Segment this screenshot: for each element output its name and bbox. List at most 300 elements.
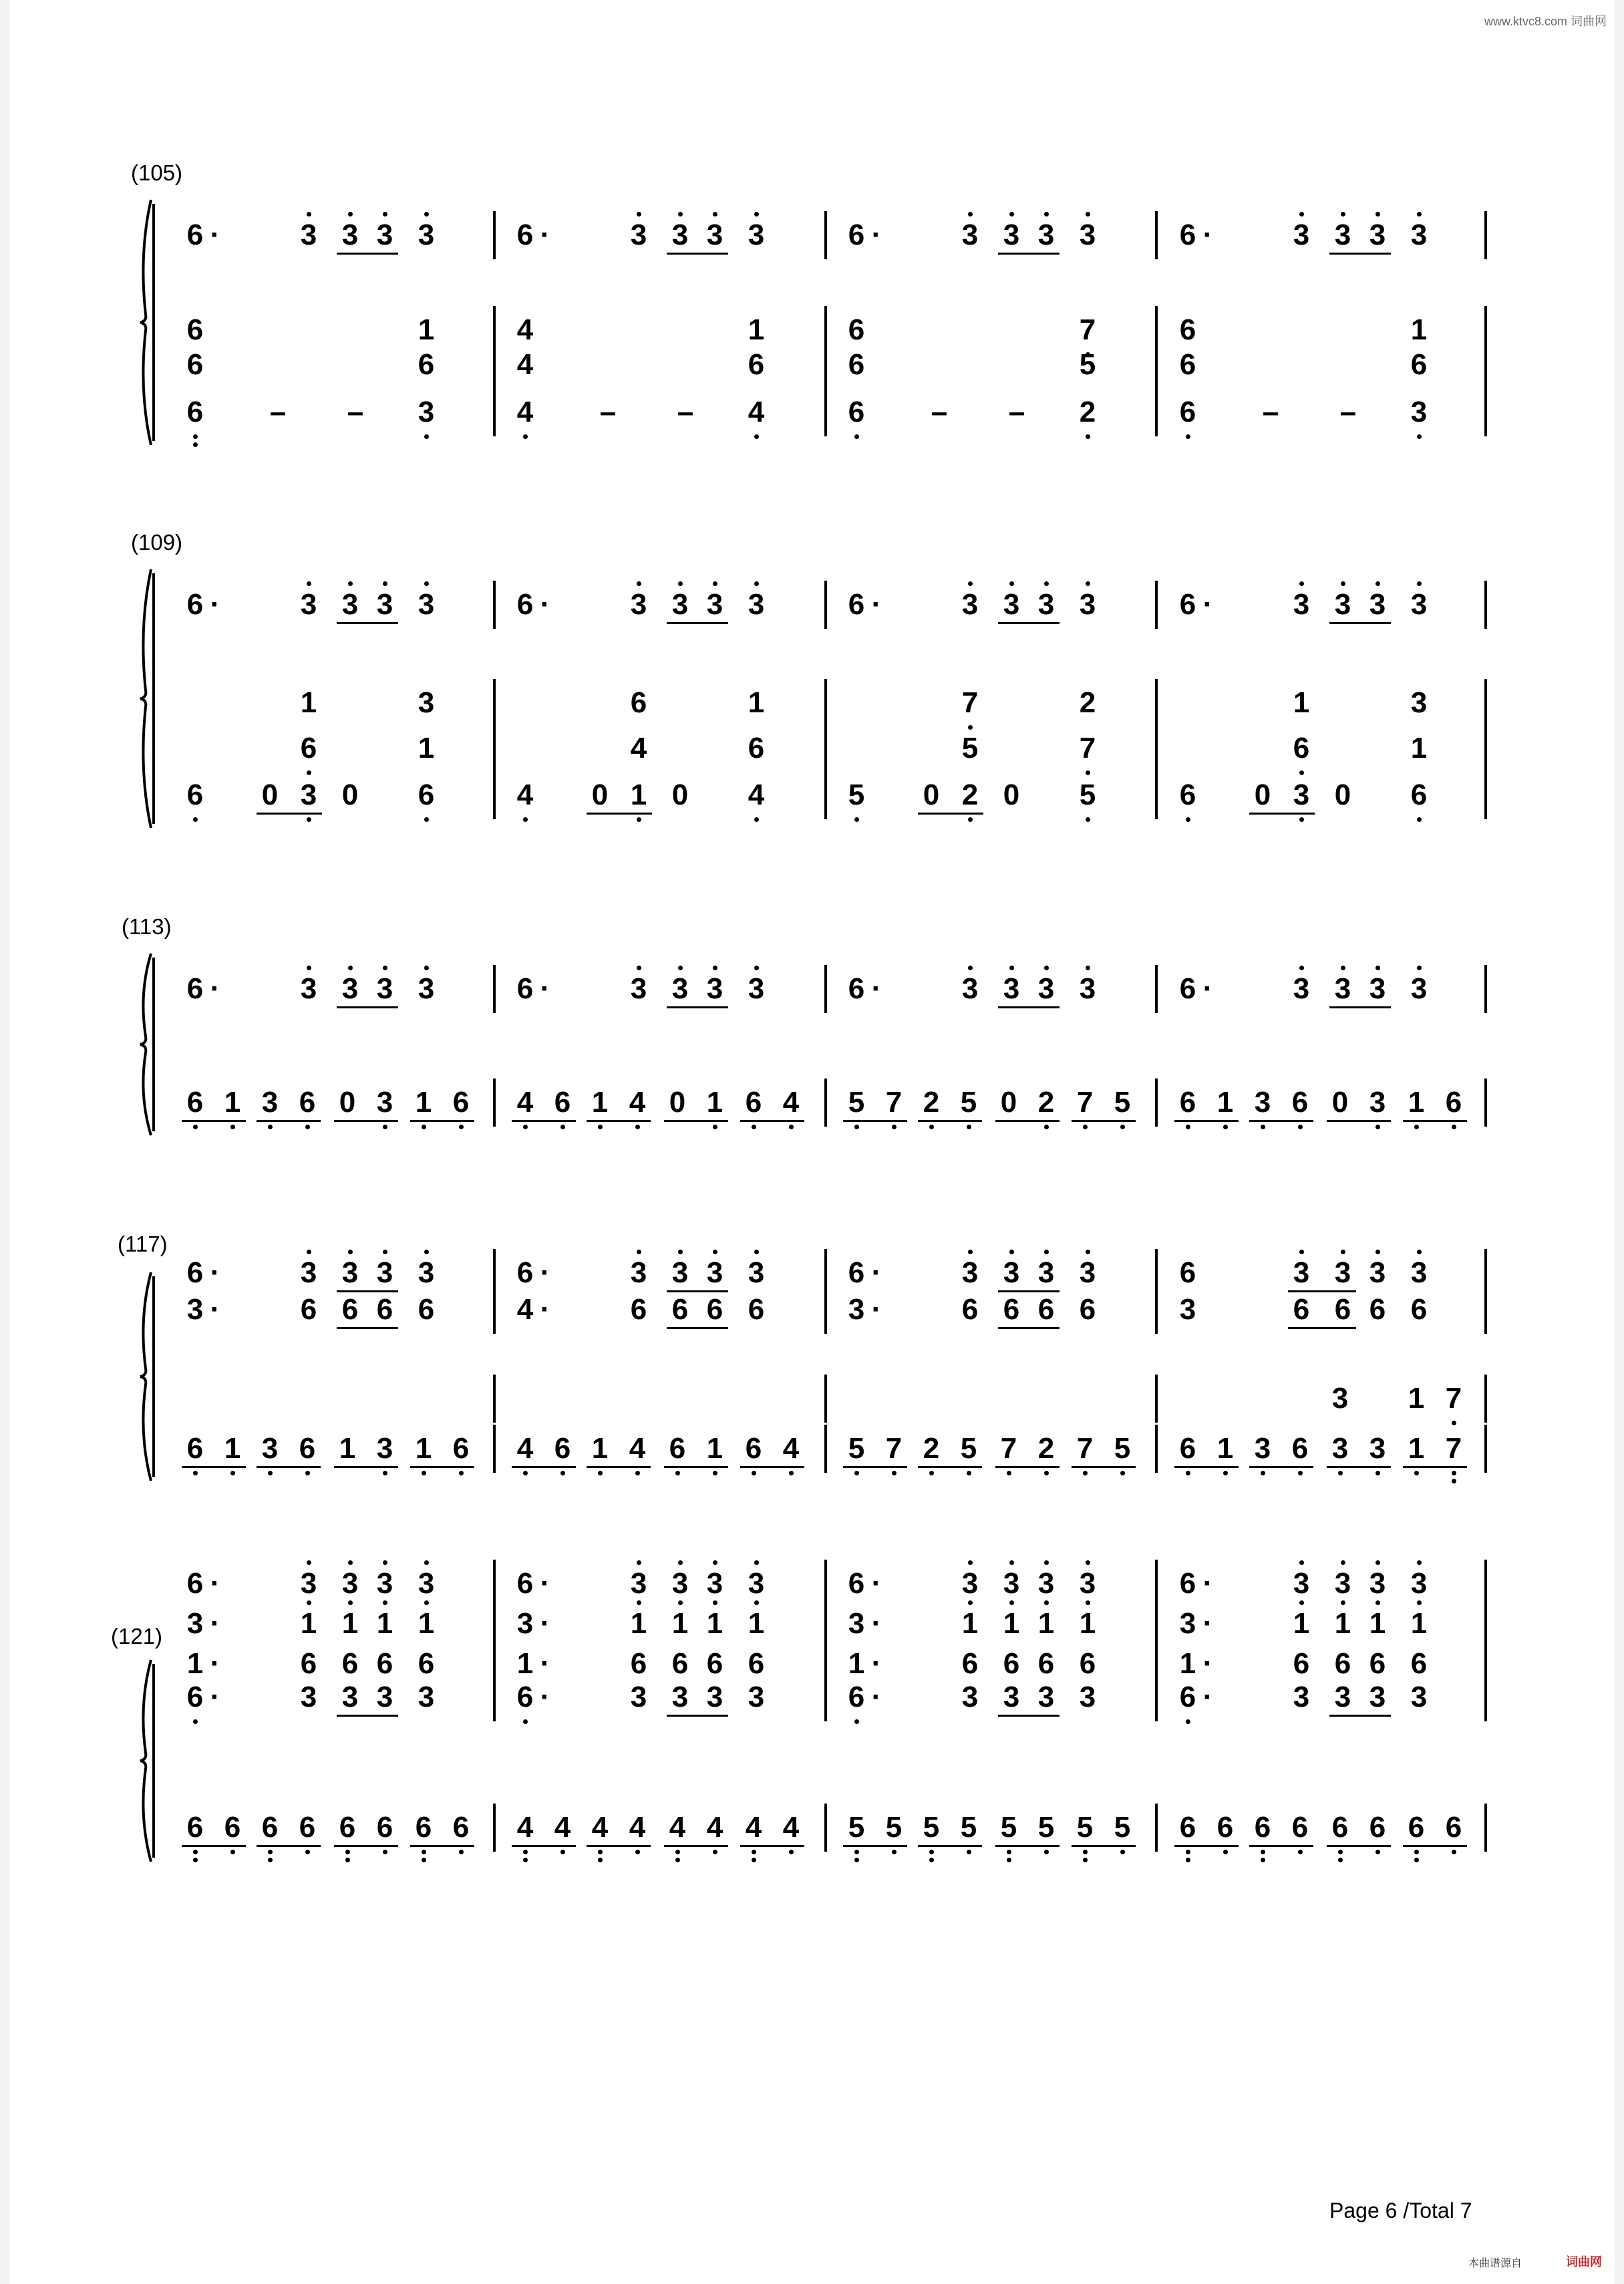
underline <box>995 1466 1060 1468</box>
bar-line <box>1484 211 1487 259</box>
bar-line <box>493 679 496 727</box>
octave-low-dot <box>1083 1471 1088 1475</box>
octave-low-dot <box>929 1858 934 1862</box>
octave-high-dot <box>1341 1250 1345 1254</box>
octave-high-dot <box>754 966 759 970</box>
note: 5 <box>961 732 979 764</box>
underline <box>740 1845 804 1847</box>
octave-high-dot <box>637 1600 641 1605</box>
note: 3 <box>1037 588 1055 621</box>
augmentation-dot: · <box>871 1567 882 1600</box>
note: 3 <box>1003 1567 1020 1600</box>
octave-low-dot <box>1375 1850 1380 1854</box>
note: 6 <box>1334 1647 1351 1680</box>
octave-high-dot <box>678 1600 683 1605</box>
octave-low-dot <box>305 1850 310 1854</box>
note: 3 <box>1079 1567 1096 1600</box>
augmentation-dot: · <box>871 1293 882 1326</box>
bar-line <box>824 341 827 389</box>
note: 5 <box>1076 1811 1094 1844</box>
underline <box>998 1327 1060 1329</box>
note: 1 <box>961 1607 979 1640</box>
underline <box>667 1290 728 1292</box>
note: 3 <box>671 1256 689 1289</box>
bar-line <box>1155 341 1158 389</box>
augmentation-dot: · <box>540 1293 550 1326</box>
underline <box>337 253 398 255</box>
note: 3 <box>1079 1681 1096 1713</box>
octave-low-dot <box>1007 1850 1011 1854</box>
underline <box>1249 813 1315 815</box>
note: 6 <box>630 1647 647 1680</box>
note: 6 <box>1179 1086 1196 1119</box>
note: 3 <box>341 972 359 1005</box>
note: 6 <box>554 1086 571 1119</box>
octave-low-dot <box>268 1858 273 1862</box>
note: 4 <box>782 1086 800 1119</box>
note: 3 <box>1293 778 1310 811</box>
octave-low-dot <box>752 1858 756 1862</box>
note: 1 <box>1003 1607 1020 1640</box>
octave-low-dot <box>268 1471 273 1475</box>
octave-high-dot <box>1044 581 1049 586</box>
underline <box>1174 1466 1239 1468</box>
underline <box>1288 1290 1356 1292</box>
note: 3 <box>1334 1567 1351 1600</box>
octave-high-dot <box>348 1560 353 1565</box>
note: 1 <box>224 1086 241 1119</box>
note: 1 <box>224 1432 241 1465</box>
octave-high-dot <box>1299 212 1304 217</box>
bar-line <box>493 1804 496 1852</box>
octave-low-dot <box>193 1719 198 1724</box>
note: 3 <box>376 1256 393 1289</box>
octave-high-dot <box>1341 966 1345 970</box>
octave-low-dot <box>854 1850 859 1854</box>
note: 1 <box>1334 1607 1351 1640</box>
note: 4 <box>516 348 534 381</box>
underline <box>334 1845 398 1847</box>
note: 6 <box>1410 778 1428 811</box>
octave-high-dot <box>1044 1600 1049 1605</box>
bar-line <box>1484 679 1487 727</box>
octave-high-dot <box>1341 212 1345 217</box>
note: 3 <box>300 588 317 621</box>
note: 6 <box>1331 1811 1349 1844</box>
note: 6 <box>1293 732 1310 764</box>
bar-line <box>824 724 827 772</box>
underline <box>1329 1715 1391 1717</box>
octave-low-dot <box>1452 1479 1456 1483</box>
note: 6 <box>848 348 865 381</box>
octave-low-dot <box>967 1850 971 1854</box>
note: 1 <box>1216 1432 1234 1465</box>
bar-line <box>1484 771 1487 819</box>
octave-high-dot <box>754 212 759 217</box>
octave-low-dot <box>422 1471 426 1475</box>
note: 1 <box>591 1086 609 1119</box>
octave-low-dot <box>752 1471 756 1475</box>
note: 6 <box>376 1811 393 1844</box>
note: 4 <box>516 1293 534 1326</box>
note: 2 <box>1037 1086 1055 1119</box>
note: 6 <box>452 1811 470 1844</box>
note: 1 <box>1410 732 1428 764</box>
note: 6 <box>745 1432 762 1465</box>
note: 6 <box>452 1086 470 1119</box>
note: 6 <box>300 732 317 764</box>
octave-low-dot <box>193 1125 198 1129</box>
dash: – <box>1008 396 1025 428</box>
bar-line <box>824 211 827 259</box>
note: 6 <box>339 1811 356 1844</box>
bar-line <box>1155 1079 1158 1127</box>
note: 3 <box>630 1567 647 1600</box>
note: 4 <box>748 778 765 811</box>
note: 3 <box>1331 1432 1349 1465</box>
note: 0 <box>591 778 609 811</box>
augmentation-dot: · <box>871 1647 882 1680</box>
octave-low-dot <box>1007 1858 1011 1862</box>
note: 3 <box>748 1567 765 1600</box>
octave-low-dot <box>1186 1858 1190 1862</box>
octave-high-dot <box>424 966 429 970</box>
underline <box>257 813 322 815</box>
note: 3 <box>1179 1607 1196 1640</box>
note: 3 <box>1369 1086 1386 1119</box>
note: 3 <box>1410 588 1428 621</box>
underline <box>257 1466 321 1468</box>
note: 6 <box>186 1811 204 1844</box>
note: 3 <box>1410 1681 1428 1713</box>
augmentation-dot: · <box>1202 1567 1213 1600</box>
bar-line <box>1155 1804 1158 1852</box>
octave-low-dot <box>598 1858 603 1862</box>
octave-high-dot <box>424 1560 429 1565</box>
note: 5 <box>848 1086 865 1119</box>
octave-high-dot <box>348 966 353 970</box>
note: 6 <box>1179 778 1196 811</box>
underline <box>1329 253 1391 255</box>
underline <box>587 1845 651 1847</box>
note: 3 <box>516 1607 534 1640</box>
note: 7 <box>961 686 979 719</box>
bar-line <box>824 965 827 1013</box>
octave-low-dot <box>1186 434 1190 439</box>
note: 3 <box>1293 1256 1310 1289</box>
octave-high-dot <box>383 1250 387 1254</box>
augmentation-dot: · <box>1202 1647 1213 1680</box>
note: 3 <box>1037 1567 1055 1600</box>
bar-line <box>1484 724 1487 772</box>
note: 4 <box>782 1811 800 1844</box>
octave-low-dot <box>967 1471 971 1475</box>
dash: – <box>599 396 617 428</box>
octave-low-dot <box>1044 1850 1049 1854</box>
system-number: (121) <box>111 1624 163 1649</box>
bar-line <box>493 581 496 629</box>
note: 6 <box>748 348 765 381</box>
page-right-edge <box>1615 0 1624 2284</box>
octave-low-dot <box>598 1471 603 1475</box>
bar-line <box>1155 211 1158 259</box>
note: 6 <box>1291 1432 1309 1465</box>
octave-high-dot <box>1086 1250 1090 1254</box>
octave-low-dot <box>675 1850 680 1854</box>
note: 6 <box>1179 972 1196 1005</box>
octave-low-dot <box>523 1471 528 1475</box>
note: 6 <box>848 972 865 1005</box>
note: 4 <box>516 778 534 811</box>
underline <box>1403 1466 1467 1468</box>
augmentation-dot: · <box>1202 1681 1213 1713</box>
bar-line <box>493 1286 496 1334</box>
octave-high-dot <box>713 581 717 586</box>
note: 3 <box>1334 1681 1351 1713</box>
octave-low-dot <box>193 1858 198 1862</box>
note: 3 <box>418 1256 435 1289</box>
note: 3 <box>671 1567 689 1600</box>
octave-high-dot <box>678 581 683 586</box>
note: 1 <box>630 778 647 811</box>
bar-line <box>1155 1286 1158 1334</box>
note: 6 <box>706 1647 723 1680</box>
note: 3 <box>671 1681 689 1713</box>
octave-high-dot <box>678 1560 683 1565</box>
note: 6 <box>299 1432 316 1465</box>
octave-high-dot <box>754 581 759 586</box>
octave-low-dot <box>1414 1850 1419 1854</box>
octave-low-dot <box>1120 1125 1125 1129</box>
octave-high-dot <box>1086 1560 1090 1565</box>
octave-low-dot <box>1261 1850 1265 1854</box>
octave-low-dot <box>268 1125 273 1129</box>
octave-low-dot <box>459 1471 464 1475</box>
note: 5 <box>1037 1811 1055 1844</box>
octave-high-dot <box>678 1250 683 1254</box>
bar-line <box>1155 724 1158 772</box>
octave-low-dot <box>523 1850 528 1854</box>
octave-high-dot <box>1044 966 1049 970</box>
note: 1 <box>300 1607 317 1640</box>
octave-high-dot <box>307 1560 311 1565</box>
note: 3 <box>376 1681 393 1713</box>
bar-line <box>493 388 496 436</box>
note: 6 <box>1037 1647 1055 1680</box>
octave-low-dot <box>789 1125 794 1129</box>
octave-high-dot <box>1009 1560 1014 1565</box>
underline <box>257 1120 321 1122</box>
augmentation-dot: · <box>540 1647 550 1680</box>
octave-high-dot <box>968 966 973 970</box>
note: 6 <box>1216 1811 1234 1844</box>
octave-low-dot <box>307 770 311 775</box>
note: 3 <box>1254 1086 1271 1119</box>
note: 6 <box>848 396 865 428</box>
octave-high-dot <box>968 581 973 586</box>
underline <box>667 1715 728 1717</box>
augmentation-dot: · <box>540 1256 550 1289</box>
octave-low-dot <box>752 1850 756 1854</box>
octave-low-dot <box>1186 1850 1190 1854</box>
bar-line <box>1484 1375 1487 1423</box>
octave-high-dot <box>1341 581 1345 586</box>
note: 3 <box>341 1681 359 1713</box>
octave-low-dot <box>1298 1125 1303 1129</box>
note: 4 <box>782 1432 800 1465</box>
note: 6 <box>1179 313 1196 346</box>
underline <box>998 622 1060 624</box>
note: 3 <box>1293 588 1310 621</box>
note: 3 <box>748 219 765 251</box>
augmentation-dot: · <box>210 219 220 251</box>
octave-low-dot <box>230 1125 235 1129</box>
octave-low-dot <box>523 434 528 439</box>
octave-low-dot <box>675 1471 680 1475</box>
octave-low-dot <box>459 1850 464 1854</box>
octave-low-dot <box>1375 1125 1380 1129</box>
octave-low-dot <box>307 817 311 822</box>
note: 3 <box>748 1681 765 1713</box>
octave-high-dot <box>754 1560 759 1565</box>
note: 5 <box>885 1811 903 1844</box>
note: 1 <box>418 313 435 346</box>
note: 1 <box>415 1432 432 1465</box>
octave-low-dot <box>789 1850 794 1854</box>
note: 6 <box>186 313 204 346</box>
octave-low-dot <box>1338 1858 1343 1862</box>
octave-high-dot <box>383 966 387 970</box>
note: 3 <box>706 972 723 1005</box>
page-left-edge <box>0 0 9 2284</box>
octave-low-dot <box>523 1858 528 1862</box>
note: 1 <box>339 1432 356 1465</box>
note: 2 <box>961 778 979 811</box>
octave-high-dot <box>637 581 641 586</box>
note: 3 <box>261 1432 279 1465</box>
octave-high-dot <box>1086 581 1090 586</box>
note: 3 <box>376 1567 393 1600</box>
octave-high-dot <box>383 1560 387 1565</box>
underline <box>667 253 728 255</box>
underline <box>1329 1006 1391 1008</box>
underline <box>667 1006 728 1008</box>
octave-high-dot <box>1044 1560 1049 1565</box>
octave-low-dot <box>1298 1850 1303 1854</box>
note: 4 <box>745 1811 762 1844</box>
note: 1 <box>671 1607 689 1640</box>
octave-low-dot <box>892 1471 897 1475</box>
octave-low-dot <box>598 1125 603 1129</box>
note: 0 <box>1334 778 1351 811</box>
note: 3 <box>1369 972 1386 1005</box>
octave-high-dot <box>424 212 429 217</box>
octave-high-dot <box>754 1600 759 1605</box>
note: 3 <box>630 219 647 251</box>
octave-low-dot <box>892 1850 897 1854</box>
underline <box>182 1120 246 1122</box>
octave-high-dot <box>348 581 353 586</box>
system-start-bar <box>152 958 155 1131</box>
octave-low-dot <box>1186 1719 1190 1724</box>
note: 6 <box>1369 1293 1386 1326</box>
underline <box>998 1715 1060 1717</box>
bar-line <box>1155 1425 1158 1473</box>
octave-low-dot <box>1086 434 1090 439</box>
bar-line <box>824 1425 827 1473</box>
octave-low-dot <box>1261 1471 1265 1475</box>
octave-high-dot <box>1375 1250 1380 1254</box>
note: 1 <box>341 1607 359 1640</box>
octave-low-dot <box>1261 1125 1265 1129</box>
underline <box>667 622 728 624</box>
augmentation-dot: · <box>210 972 220 1005</box>
underline <box>410 1120 474 1122</box>
note: 6 <box>516 588 534 621</box>
bar-line <box>493 1079 496 1127</box>
octave-low-dot <box>1452 1421 1456 1425</box>
note: 2 <box>923 1086 940 1119</box>
note: 6 <box>418 1293 435 1326</box>
note: 3 <box>1293 972 1310 1005</box>
note: 3 <box>341 219 359 251</box>
note: 6 <box>452 1432 470 1465</box>
note: 0 <box>1254 778 1271 811</box>
underline <box>587 1120 651 1122</box>
augmentation-dot: · <box>1202 588 1213 621</box>
note: 3 <box>630 1256 647 1289</box>
note: 3 <box>418 686 435 719</box>
octave-low-dot <box>1299 770 1304 775</box>
note: 4 <box>629 1086 646 1119</box>
underline <box>843 1845 907 1847</box>
underline <box>410 1845 474 1847</box>
bar-line <box>1155 965 1158 1013</box>
note: 6 <box>376 1647 393 1680</box>
octave-low-dot <box>193 817 198 822</box>
underline <box>337 622 398 624</box>
octave-high-dot <box>1299 581 1304 586</box>
octave-high-dot <box>307 1250 311 1254</box>
note: 3 <box>748 588 765 621</box>
underline <box>1174 1845 1239 1847</box>
footer-logo: 词曲网 <box>1566 2255 1602 2269</box>
note: 3 <box>1334 219 1351 251</box>
note: 4 <box>629 1811 646 1844</box>
octave-low-dot <box>345 1850 350 1854</box>
octave-low-dot <box>1083 1850 1088 1854</box>
underline <box>410 1466 474 1468</box>
octave-high-dot <box>678 966 683 970</box>
note: 7 <box>1076 1086 1094 1119</box>
octave-low-dot <box>854 1471 859 1475</box>
note: 3 <box>961 1256 979 1289</box>
note: 3 <box>418 1567 435 1600</box>
note: 1 <box>591 1432 609 1465</box>
octave-low-dot <box>305 1125 310 1129</box>
underline <box>740 1120 804 1122</box>
underline <box>337 1290 398 1292</box>
note: 6 <box>300 1293 317 1326</box>
octave-low-dot <box>422 1858 426 1862</box>
note: 3 <box>376 219 393 251</box>
octave-low-dot <box>424 817 429 822</box>
octave-low-dot <box>1452 1125 1456 1129</box>
octave-high-dot <box>968 212 973 217</box>
octave-high-dot <box>348 212 353 217</box>
bar-line <box>1484 388 1487 436</box>
octave-high-dot <box>1375 1600 1380 1605</box>
